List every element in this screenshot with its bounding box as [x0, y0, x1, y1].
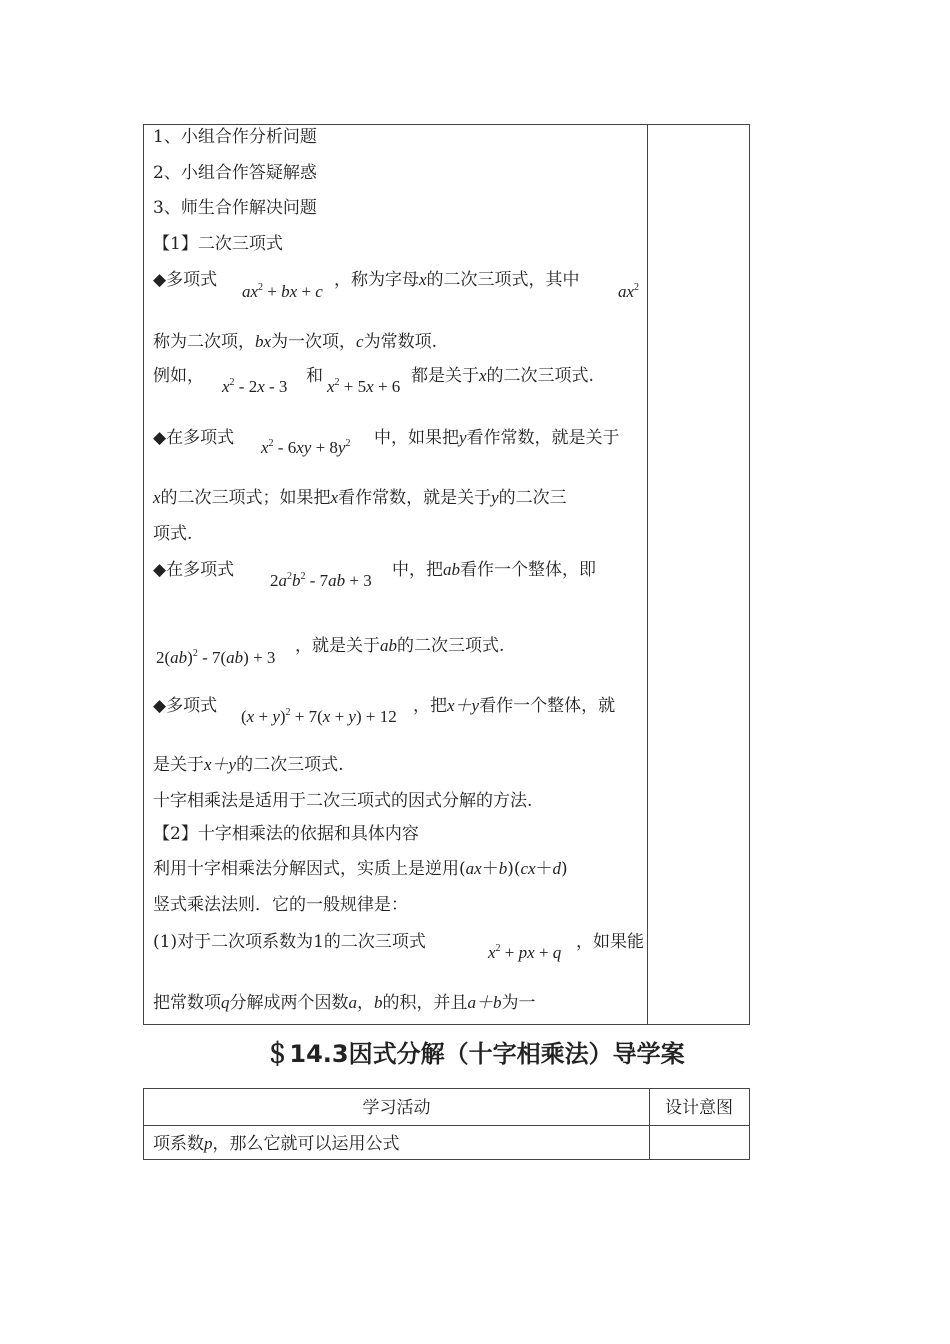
step-3: 3、师生合作解决问题 — [153, 198, 317, 218]
rule-1-explain: 把常数项q分解成两个因数a，b的积，并且a＋b为一 — [153, 993, 536, 1013]
example-line: 例如， — [153, 366, 204, 386]
rule-1-line: (1)对于二次项系数为1的二次三项式 — [153, 932, 426, 952]
basis-line: 利用十字相乘法分解因式，实质上是逆用(ax＋b)(cx＋d) — [153, 859, 568, 879]
and-word: 和 — [306, 366, 323, 386]
polynomial-x-plus-y-explain: 是关于x＋y的二次三项式. — [153, 755, 344, 775]
section-2-heading: 【2】十字相乘法的依据和具体内容 — [153, 824, 419, 844]
table-row-text: 项系数p，那么它就可以运用公式 — [153, 1134, 400, 1154]
formula-2a2b2-7ab-3: $2a^2b^2 - 7ab + 3$ — [270, 571, 372, 590]
polynomial-ab-explain: ，就是关于ab的二次三项式. — [295, 636, 505, 656]
formula-xy2-7xy-12: $(x + y)^2 + 7(x + y) + 12$ — [241, 707, 397, 726]
terms-line: 称为二次项，bx为一次项，c为常数项. — [153, 332, 437, 352]
main-table — [143, 1088, 750, 1160]
header-design-intent: 设计意图 — [665, 1098, 733, 1118]
cross-method-summary: 十字相乘法是适用于二次三项式的因式分解的方法. — [153, 791, 533, 811]
polynomial-x-plus-y-line-cont: ，把x＋y看作一个整体，就 — [413, 696, 616, 716]
column-divider — [647, 125, 648, 1024]
polynomial-xy-explain: x的二次三项式；如果把x看作常数，就是关于y的二次三 — [153, 488, 567, 508]
step-2: 2、小组合作答疑解惑 — [153, 163, 317, 183]
polynomial-xy-line-cont: 中，如果把y看作常数，就是关于 — [374, 428, 620, 448]
definition-line: ◆多项式 — [153, 270, 218, 290]
definition-line-cont: ，称为字母x的二次三项式，其中 — [334, 270, 580, 290]
section-1-heading: 【1】二次三项式 — [153, 234, 283, 254]
formula-x2-px-q: $x^2$ + px + q — [488, 943, 562, 962]
polynomial-ab-line: ◆在多项式 — [153, 560, 235, 580]
example-line-cont: 都是关于x的二次三项式. — [411, 366, 594, 386]
formula-ax2: $ax^2$ — [618, 282, 640, 301]
polynomial-x-plus-y-line: ◆多项式 — [153, 696, 218, 716]
formula-ax2-bx-c: $ax^2$ + bx + c — [242, 282, 323, 301]
rule-line: 竖式乘法法则．它的一般规律是： — [153, 895, 408, 915]
polynomial-ab-line-cont: 中，把ab看作一个整体，即 — [392, 560, 596, 580]
header-divider — [144, 1125, 749, 1126]
polynomial-xy-explain-end: 项式. — [153, 524, 193, 544]
formula-x2-6xy-8y2: $x^2 - 6xy + 8y^2$ — [261, 438, 351, 457]
step-1: 1、小组合作分析问题 — [153, 127, 317, 147]
header-learning-activity: 学习活动 — [362, 1098, 431, 1118]
formula-x2-5x-6: $x^2 + 5x + 6$ — [327, 377, 401, 396]
formula-x2-2x-3: $x^2 - 2x - 3$ — [222, 377, 288, 396]
formula-2ab2-7ab-3: 2(ab)$^2$ - 7(ab) + 3 — [156, 648, 276, 667]
continued-table — [143, 124, 750, 1025]
document-title: ＄14.3因式分解（十字相乘法）导学案 — [265, 1040, 685, 1068]
polynomial-xy-line: ◆在多项式 — [153, 428, 235, 448]
rule-1-line-cont: ，如果能 — [576, 932, 644, 952]
